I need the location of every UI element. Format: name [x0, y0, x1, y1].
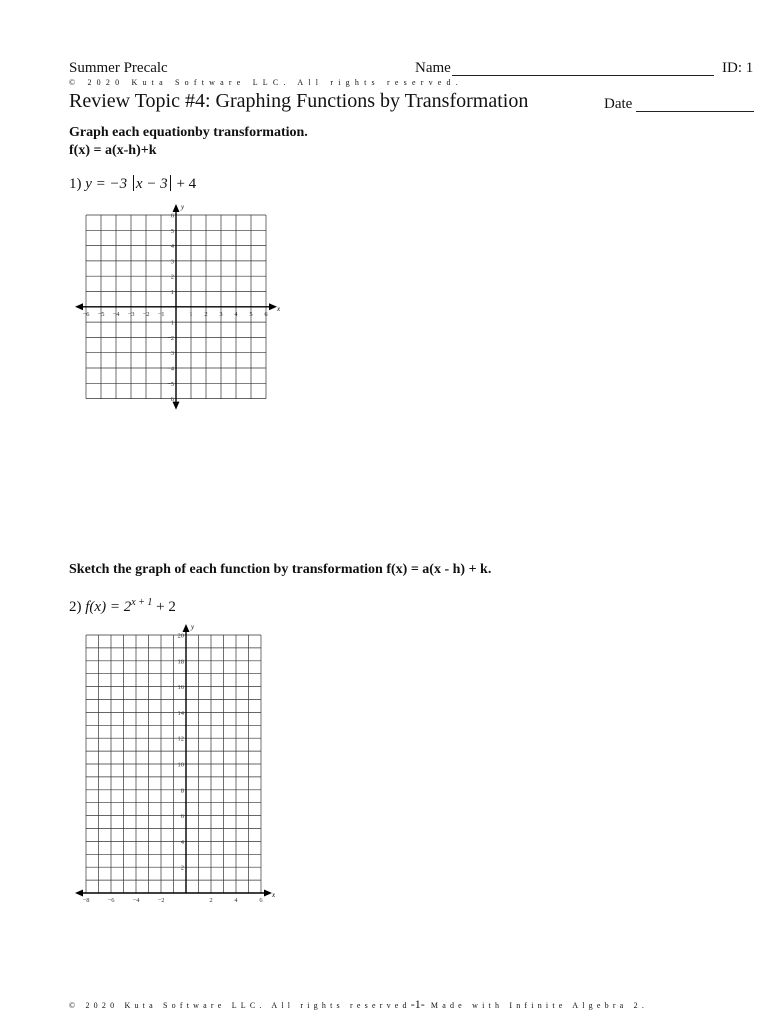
course-name: Summer Precalc	[69, 60, 168, 76]
graph1-y-tick-label: −4	[167, 365, 174, 373]
graph-1-coordinate-grid	[70, 200, 290, 415]
graph1-y-tick-label: 6	[170, 212, 174, 220]
graph1-y-axis-label: y	[181, 203, 185, 211]
graph1-y-tick-label: 3	[170, 258, 174, 266]
page-number: -1-	[410, 997, 425, 1011]
section1-instruction: Graph each equationby transformation.	[69, 125, 308, 140]
problem-1	[69, 175, 196, 193]
graph1-y-tick-label: 1	[170, 289, 174, 296]
graph2-y-tick-label: 12	[177, 735, 184, 743]
problem-2-rhs: + 2	[156, 599, 176, 615]
id-label: ID: 1	[722, 60, 754, 76]
graph2-gridlines	[86, 632, 261, 893]
graph2-y-tick-label: 4	[180, 838, 184, 846]
date-label: Date	[604, 96, 633, 112]
problem-1-number: 1)	[69, 176, 82, 192]
graph2-x-tick-label: 4	[234, 897, 238, 904]
graph2-y-arrow-up	[183, 624, 190, 632]
graph1-x-tick-label: 6	[264, 310, 268, 318]
problem-2-exponent: x + 1	[131, 597, 153, 608]
graph2-x-axis-label: x	[272, 891, 276, 899]
graph2-y-tick-label: 14	[177, 709, 184, 717]
graph1-y-tick-label: −3	[167, 350, 174, 358]
graph2-y-tick-label: 16	[177, 684, 184, 692]
graph2-x-tick-label: −2	[157, 897, 165, 904]
section1-formula: f(x) = a(x-h)+k	[69, 143, 157, 158]
graph2-y-tick-label: 10	[177, 761, 184, 769]
graph1-x-tick-label: −4	[112, 310, 120, 318]
graph1-x-tick-label: 4	[234, 310, 238, 318]
graph1-y-tick-label: −5	[167, 380, 174, 388]
problem-2-lhs: f(x) = 2	[85, 599, 132, 615]
problem-2-number: 2)	[69, 599, 82, 615]
graph2-x-tick-label: −8	[82, 897, 90, 904]
date-blank-line	[636, 111, 754, 112]
section2-instruction: Sketch the graph of each function by transformation f(x) = a(x - h) + k.	[69, 562, 492, 577]
name-blank-line	[452, 75, 714, 76]
problem-1-inside: x − 3	[135, 176, 168, 192]
graph2-y-tick-label: 8	[180, 787, 184, 795]
graph1-x-tick-label: 1	[189, 310, 193, 318]
graph-2-coordinate-grid	[70, 620, 285, 915]
footer-made-with: Made with Infinite Algebra 2.	[430, 1001, 649, 1010]
graph1-x-arrow-right	[269, 303, 277, 310]
graph2-y-tick-label: 18	[177, 658, 184, 666]
footer	[69, 997, 648, 1012]
problem-1-lhs: y = −3	[85, 176, 128, 192]
graph1-y-tick-label: 4	[170, 243, 174, 251]
graph2-y-tick-label: 20	[177, 632, 184, 640]
problem-2	[69, 597, 176, 616]
graph2-y-tick-label: 2	[180, 864, 184, 872]
graph2-x-tick-label: 6	[259, 897, 263, 904]
graph1-y-tick-label: 2	[170, 273, 174, 281]
graph1-y-tick-label: −2	[167, 334, 174, 342]
footer-copyright: © 2020 Kuta Software LLC. All rights reserved	[69, 1001, 411, 1010]
graph2-y-axis-label: y	[191, 623, 195, 631]
graph2-x-tick-label: −4	[132, 897, 140, 904]
graph1-x-tick-label: −1	[157, 310, 165, 318]
worksheet-title: Review Topic #4: Graphing Functions by Transformation	[69, 90, 529, 112]
graph2-x-tick-label: 2	[209, 897, 213, 904]
graph2-x-arrow-right	[264, 890, 272, 897]
graph1-x-tick-label: 5	[249, 310, 253, 318]
graph1-x-tick-label: −2	[142, 310, 150, 318]
graph1-x-tick-label: 3	[219, 310, 223, 318]
graph1-y-tick-label: −1	[167, 319, 174, 327]
graph1-x-axis-label: x	[277, 304, 281, 313]
graph1-x-tick-label: −5	[97, 310, 105, 318]
abs-bar-left	[133, 175, 134, 191]
name-label: Name	[415, 60, 451, 76]
graph2-y-tick-label: 6	[180, 813, 184, 821]
graph1-x-tick-label: −3	[127, 310, 135, 318]
problem-1-rhs: + 4	[176, 176, 197, 192]
graph2-x-tick-label: −6	[107, 897, 115, 904]
graph1-y-tick-label: −6	[167, 396, 174, 404]
graph1-x-arrow-left	[75, 303, 83, 310]
graph1-x-tick-label: 2	[204, 310, 208, 318]
abs-bar-right	[170, 175, 171, 191]
graph1-y-arrow-up	[173, 204, 180, 212]
graph2-x-arrow-left	[75, 890, 83, 897]
graph1-y-tick-label: 5	[170, 227, 174, 235]
graph1-x-tick-label: −6	[82, 310, 90, 318]
copyright-notice: © 2020 Kuta Software LLC. All rights reserved.	[69, 78, 463, 87]
